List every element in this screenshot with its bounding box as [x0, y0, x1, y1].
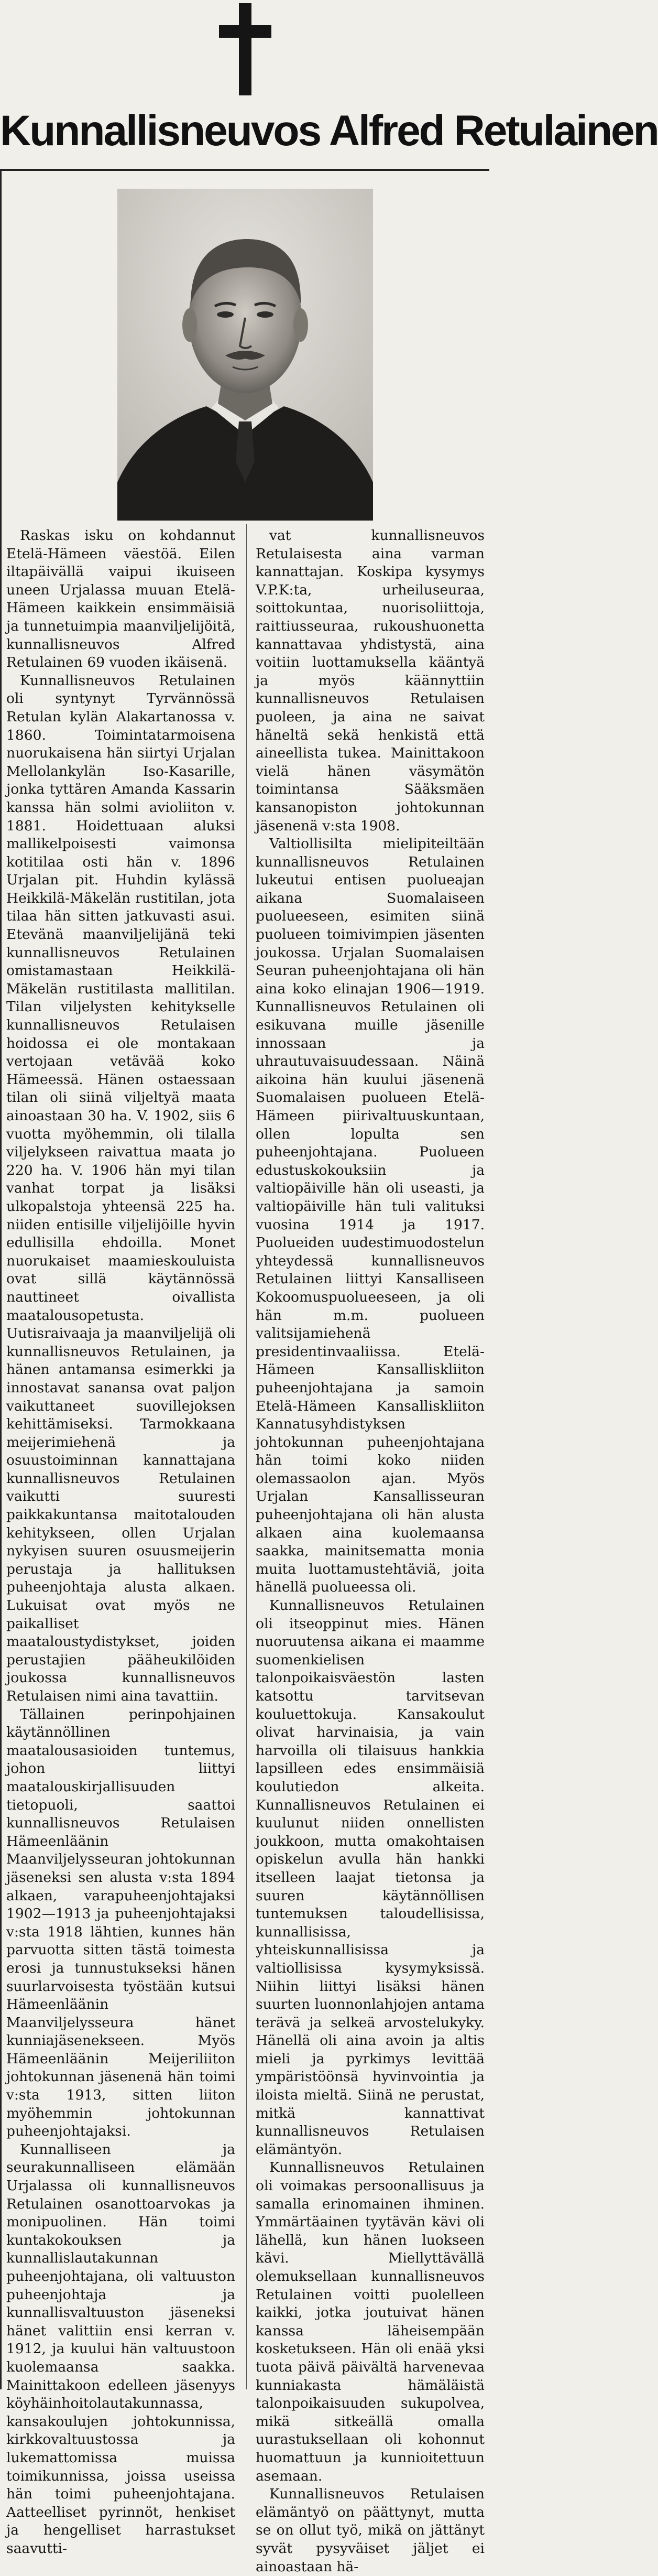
paragraph: Kunnallisneuvos Retulainen oli voimakas persoonallisuus ja samalla erinomainen ihminen. Ymmärtäainen tyytävän kävi oli lähellä, kun hänen luokseen kävi. Miellyttävällä olemuksellaan kunnallisneuvos Retulainen voitti puolelleen kaikki, jotka joutuivat hänen kanssa läheisempään kosketukseen. Hän oli enää yksi tuota päivä päivältä harvenevaa kunniakasta hämäläistä talonpoikaisuuden sukupolvea, mikä sitkeällä omalla uurastuksellaan oli kohonnut huomattuun ja kunnioitettuun asemaan.: [256, 2159, 485, 2484]
headline-rule: [1, 169, 489, 171]
page-edge-rule: [0, 169, 2, 2389]
paragraph: Kunnallisneuvos Retulaisen elämäntyö on päättynyt, mutta se on ollut työ, mikä on jättänyt syvät pysyväiset jäljet ei ainoastaan hä-: [256, 2486, 485, 2575]
obituary-headline: Kunnallisneuvos Alfred Retulainen: [0, 107, 658, 155]
cross-icon: [219, 3, 271, 95]
paragraph: Kunnallisneuvos Retulainen oli syntynyt Tyrvännössä Retulan kylän Alakartanossa v. 1860. Toimintatarmoisena nuorukaisena hän siirtyi Urjalan Mellolankylän Iso-Kasarille, jonka tyttären Amanda Kassarin kanssa hän solmi avioliiton v. 1881. Hoidettuaan aluksi mallikelpoisesti vaimonsa kotitilaa osti hän v. 1896 Urjalan pit. Huhdin kylässä Heikkilä-Mäkelän rustitilan, jota tilaa hän sitten jatkuvasti asui. Etevänä maanviljelijänä teki kunnallisneuvos Retulainen omistamastaan Heikkilä-Mäkelän rustitilasta mallitilan. Tilan viljelysten kehitykselle kunnallisneuvos Retulaisen hoidossa ei ole montakaan vertojaan vetävää koko Hämeessä. Hänen ostaessaan tilan oli siinä viljeltyä maata ainoastaan 30 ha. V. 1902, siis 6 vuotta myöhemmin, oli tilalla viljelykseen raivattua maata jo 220 ha. V. 1906 hän myi tilan vanhat torpat ja lisäksi ulkopalstoja yhteensä 225 ha. niiden entisille viljelijöille hyvin edullisilla ehdoilla. Monet nuorukaiset maamieskouluista ovat sillä käytännössä nauttineet oivallista maatalousopetusta. Uutisraivaaja ja maanviljelijä oli kunnallisneuvos Retulainen, ja hänen antamansa esimerkki ja innostavat sanansa ovat paljon vaikuttaneet suovillejoksen kehittämiseksi. Tarmokkaana meijerimiehenä ja osuustoiminnan kannattajana kunnallisneuvos Retulainen vaikutti suuresti paikkakuntansa maitotalouden kehitykseen, ollen Urjalan nykyisen suuren osuusmeijerin perustaja ja hallituksen puheenjohtaja alusta alkaen. Lukuisat ovat myös ne paikalliset maataloustydistykset, joiden perustajien pääheukilöiden joukossa kunnallisneuvos Retulaisen nimi aina tavattiin.: [6, 672, 235, 1704]
paragraph: Kunnalliseen ja seurakunnalliseen elämään Urjalassa oli kunnallisneuvos Retulainen osanottoarvokas ja monipuolinen. Hän toimi kuntakokouksen ja kunnallislautakunnan puheenjohtajana, oli valtuuston puheenjohtaja ja kunnallisvaltuuston jäseneksi hänet valittiin ensi kerran v. 1912, ja kuului hän valtuustoon kuolemaansa saakka. Mainittakoon edelleen jäsenyys köyhäinhoitolautakunnassa, kansakoulujen johtokunnissa, kirkkovaltuustossa ja lukemattomissa muissa toimikunnissa, joissa useissa hän toimi puheenjohtajana. Aatteelliset pyrinnöt, henkiset ja hengelliset harrastukset saavutti-: [6, 2141, 235, 2557]
right-column: [256, 527, 485, 2575]
portrait-photo: [117, 189, 373, 521]
paragraph: vat kunnallisneuvos Retulaisesta aina varman kannattajan. Koskipa kysymys V.P.K:ta, urheiluseuraa, soittokuntaa, nuorisoliittoja, raittiusseuraa, rukoushuonetta kannattavaa yhdistystä, aina voitiin luottamuksella kääntyä ja myös käännyttiin kunnallisneuvos Retulaisen puoleen, ja aina ne saivat häneltä sekä henkistä että aineellista tukea. Mainittakoon vielä hänen väsymätön toimintansa Sääksmäen kansanopiston johtokunnan jäsenenä v:sta 1908.: [256, 527, 485, 834]
paragraph: Kunnallisneuvos Retulainen oli itseoppinut mies. Hänen nuoruutensa aikana ei maamme suomenkielisen talonpoikaisväestön lasten katsottu tarvitsevan kouluettokuja. Kansakoulut olivat harvinaisia, ja vain harvoilla oli tilaisuus hankkia lapsilleen edes ensimmäisiä koulutiedon alkeita. Kunnallisneuvos Retulainen ei kuulunut niiden onnellisten joukkoon, mutta omakohtaisen opiskelun avulla hän hankki itselleen laajat tietonsa ja suuren käytännöllisen tuntemuksen taloudellisissa, kunnallisissa, yhteiskunnallisissa ja valtiollisissa kysymyksissä. Niihin liittyi lisäksi hänen suurten luonnonlahjojen antama terävä ja selkeä arvostelukyky. Hänellä oli aina avoin ja altis mieli ja pyrkimys levittää ympäristöönsä hyvinvointia ja iloista mieltä. Siinä ne perustat, mitkä kannattivat kunnallisneuvos Retulaisen elämäntyön.: [256, 1597, 485, 2158]
left-column: [6, 527, 235, 2557]
paragraph: Raskas isku on kohdannut Etelä-Hämeen väestöä. Eilen iltapäivällä vaipui ikuiseen uneen Urjalassa muuan Etelä-Hämeen kaikkein ensimmäisiä ja tunnetuimpia maanviljelijöitä, kunnallisneuvos Alfred Retulainen 69 vuoden ikäisenä.: [6, 527, 235, 671]
column-divider: [246, 524, 247, 2389]
paragraph: Tällainen perinpohjainen käytännöllinen maatalousasioiden tuntemus, johon liittyi maatalouskirjallisuuden tietopuoli, saattoi kunnallisneuvos Retulaisen Hämeenläänin Maanviljelysseuran johtokunnan jäseneksi sen alusta v:sta 1894 alkaen, varapuheenjohtajaksi 1902—1913 ja puheenjohtajaksi v:sta 1918 lähtien, kunnes hän parvuotta sitten tästä toimesta erosi ja tunnustukseksi hänen suurlarvoisesta työstään kutsui Hämeenläänin Maanviljelysseura hänet kunniajäsenekseen. Myös Hämeenläänin Meijeriliiton johtokunnan jäsenenä hän toimi v:sta 1913, sitten liiton myöhemmin johtokunnan puheenjohtajaksi.: [6, 1706, 235, 2140]
paragraph: Valtiollisilta mielipiteiltään kunnallisneuvos Retulainen lukeutui entisen puolueajan aikana Suomalaiseen puolueeseen, esimiten siinä puolueen toimivimpien jäsenten joukossa. Urjalan Suomalaisen Seuran puheenjohtajana oli hän aina koko elinajan 1906—1919. Kunnallisneuvos Retulainen oli esikuvana muille jäsenille innossaan ja uhrautuvaisuudessaan. Näinä aikoina hän kuului jäsenenä Suomalaisen puolueen Etelä-Hämeen piirivaltuuskuntaan, ollen lopulta sen puheenjohtajana. Puolueen edustuskokouksiin ja valtiopäiville hän oli useasti, ja valtiopäiville hän tuli valituksi vuosina 1914 ja 1917. Puolueiden uudestimuodostelun yhteydessä kunnallisneuvos Retulainen liittyi Kansalliseen Kokoomuspuolueeseen, ja oli hän m.m. puolueen valitsijamiehenä presidentinvaaliissa. Etelä-Hämeen Kansalliskliiton puheenjohtajana ja samoin Etelä-Hämeen Kansalliskliiton Kannatusyhdistyksen johtokunnan puheenjohtajana hän toimi koko niiden olemassaolon ajan. Myös Urjalan Kansallisseuran puheenjohtajana oli hän alusta alkaen aina kuolemaansa saakka, mainitsematta monia muita luottamustehtäviä, joita hänellä puolueessa oli.: [256, 836, 485, 1596]
